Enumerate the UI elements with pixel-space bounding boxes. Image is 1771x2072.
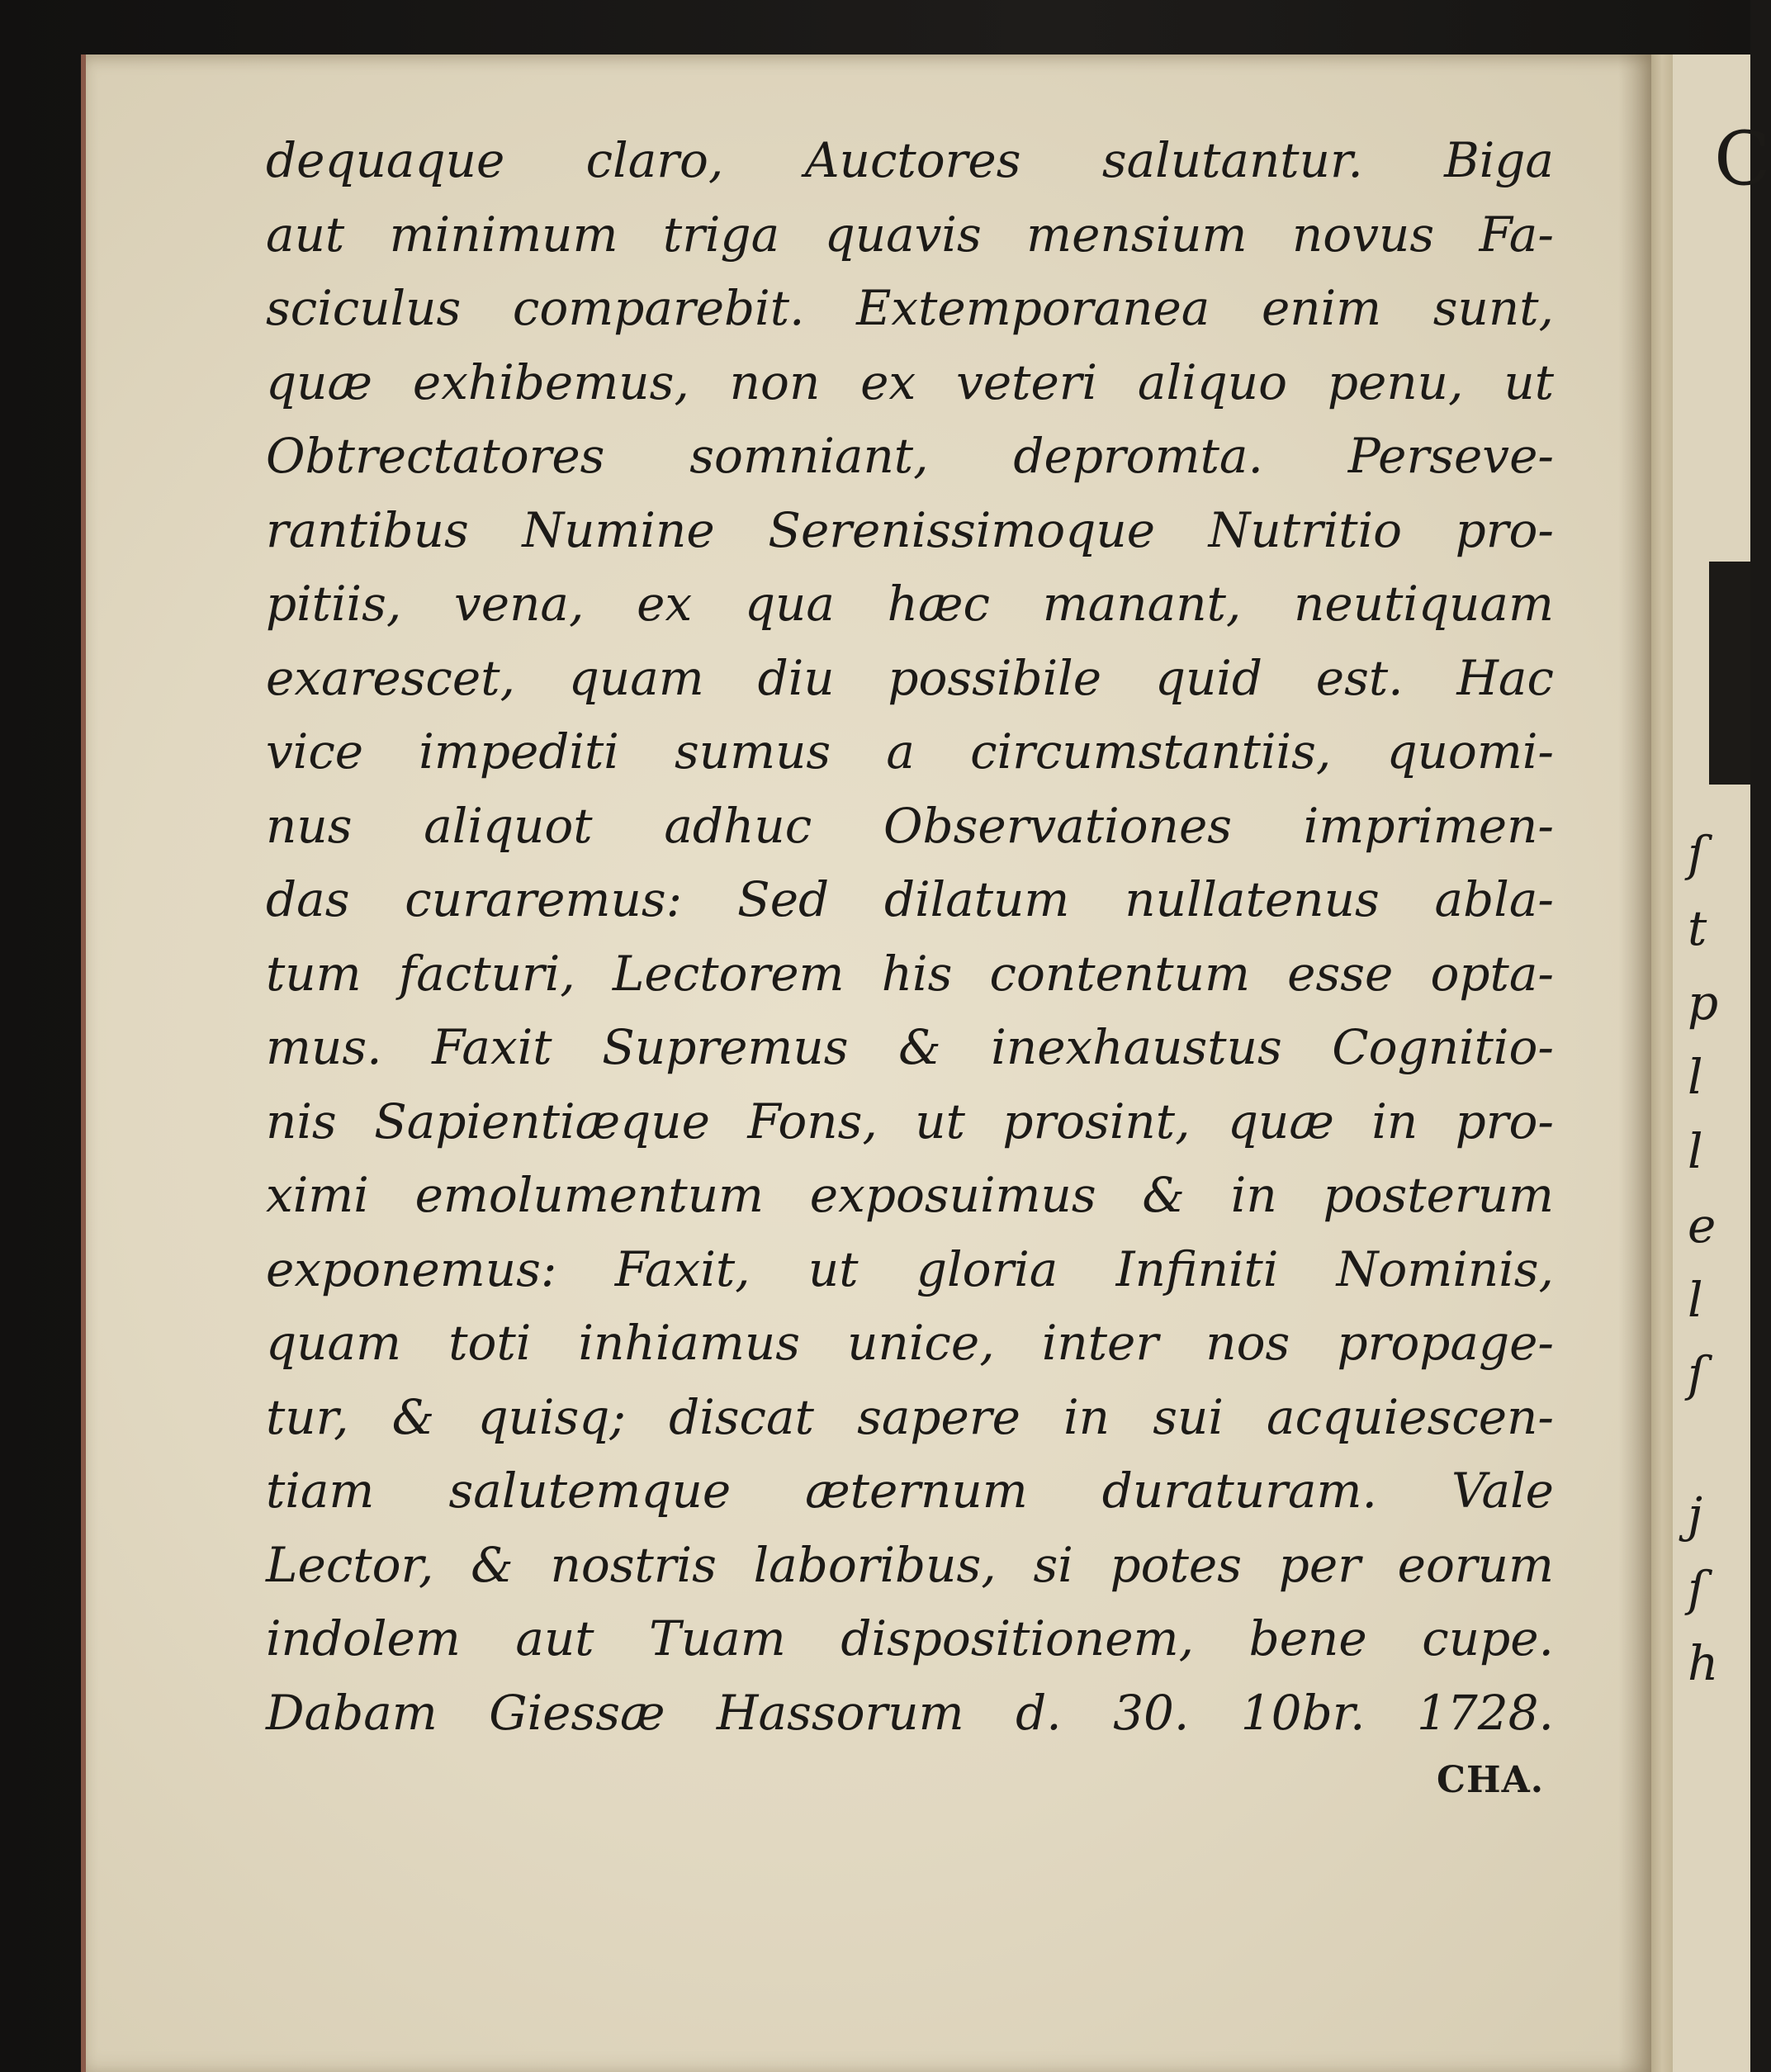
text-line: ximi emolumentum exposuimus & in posterum [266, 1167, 1554, 1223]
text-line: sciculus comparebit. Extemporanea enim sunt, [266, 280, 1554, 336]
text-line: quam toti inhiamus unice, inter nos propage- [266, 1315, 1554, 1371]
text-line-dateline: Dabam Giessæ Hassorum d. 30. 10br. 1728. [266, 1684, 1554, 1741]
facing-line-start: l [1688, 1049, 1703, 1105]
text-line: nis Sapientiæque Fons, ut prosint, quæ in pro- [266, 1093, 1554, 1150]
text-line: das curaremus: Sed dilatum nullatenus abla- [266, 871, 1554, 927]
facing-line-start: p [1688, 974, 1719, 1031]
text-line: tur, & quisq; discat sapere in sui acquiescen- [266, 1388, 1554, 1445]
facing-page-top-letter: C [1714, 116, 1771, 202]
facing-line-start: t [1688, 900, 1707, 956]
facing-line-start: e [1688, 1197, 1717, 1254]
text-line: pitiis, vena, ex qua hæc manant, neutiquam [266, 576, 1554, 632]
text-line: aut minimum triga quavis mensium novus Fa- [266, 206, 1554, 263]
text-line: exarescet, quam diu possibile quid est. Hac [266, 649, 1554, 706]
signature: CHA. [1437, 1759, 1545, 1801]
text-line: Obtrectatores somniant, depromta. Perseve- [266, 428, 1554, 484]
text-line: tiam salutemque æternum duraturam. Vale [266, 1463, 1554, 1519]
text-line: quæ exhibemus, non ex veteri aliquo penu, ut [266, 353, 1554, 410]
text-line: vice impediti sumus a circumstantiis, quomi- [266, 723, 1554, 780]
page-shadow [1618, 55, 1651, 2072]
facing-page [1673, 55, 1750, 2072]
facing-page-initial-letter [1709, 562, 1750, 785]
text-line: tum facturi, Lectorem his contentum esse opta- [266, 945, 1554, 1002]
text-line: Lector, & nostris laboribus, si potes per eorum [266, 1536, 1554, 1593]
book-gutter [1651, 55, 1673, 2072]
facing-line-start: l [1688, 1272, 1703, 1328]
text-line: mus. Faxit Supremus & inexhaustus Cognitio- [266, 1019, 1554, 1075]
facing-line-start: l [1688, 1123, 1703, 1179]
page-body-text [266, 124, 1554, 1750]
text-line: indolem aut Tuam dispositionem, bene cupe. [266, 1610, 1554, 1667]
text-line: exponemus: Faxit, ut gloria Infiniti Nominis, [266, 1240, 1554, 1297]
text-line: dequaque claro, Auctores salutantur. Biga [266, 132, 1554, 188]
facing-line-start: h [1688, 1635, 1719, 1691]
facing-line-start: ſ [1688, 826, 1706, 882]
facing-line-start: j [1688, 1486, 1702, 1543]
text-line: rantibus Numine Serenissimoque Nutritio pro- [266, 501, 1554, 558]
facing-line-start: ſ [1688, 1346, 1706, 1402]
text-line: nus aliquot adhuc Observationes imprimen- [266, 797, 1554, 854]
facing-line-start: ſ [1688, 1561, 1706, 1617]
